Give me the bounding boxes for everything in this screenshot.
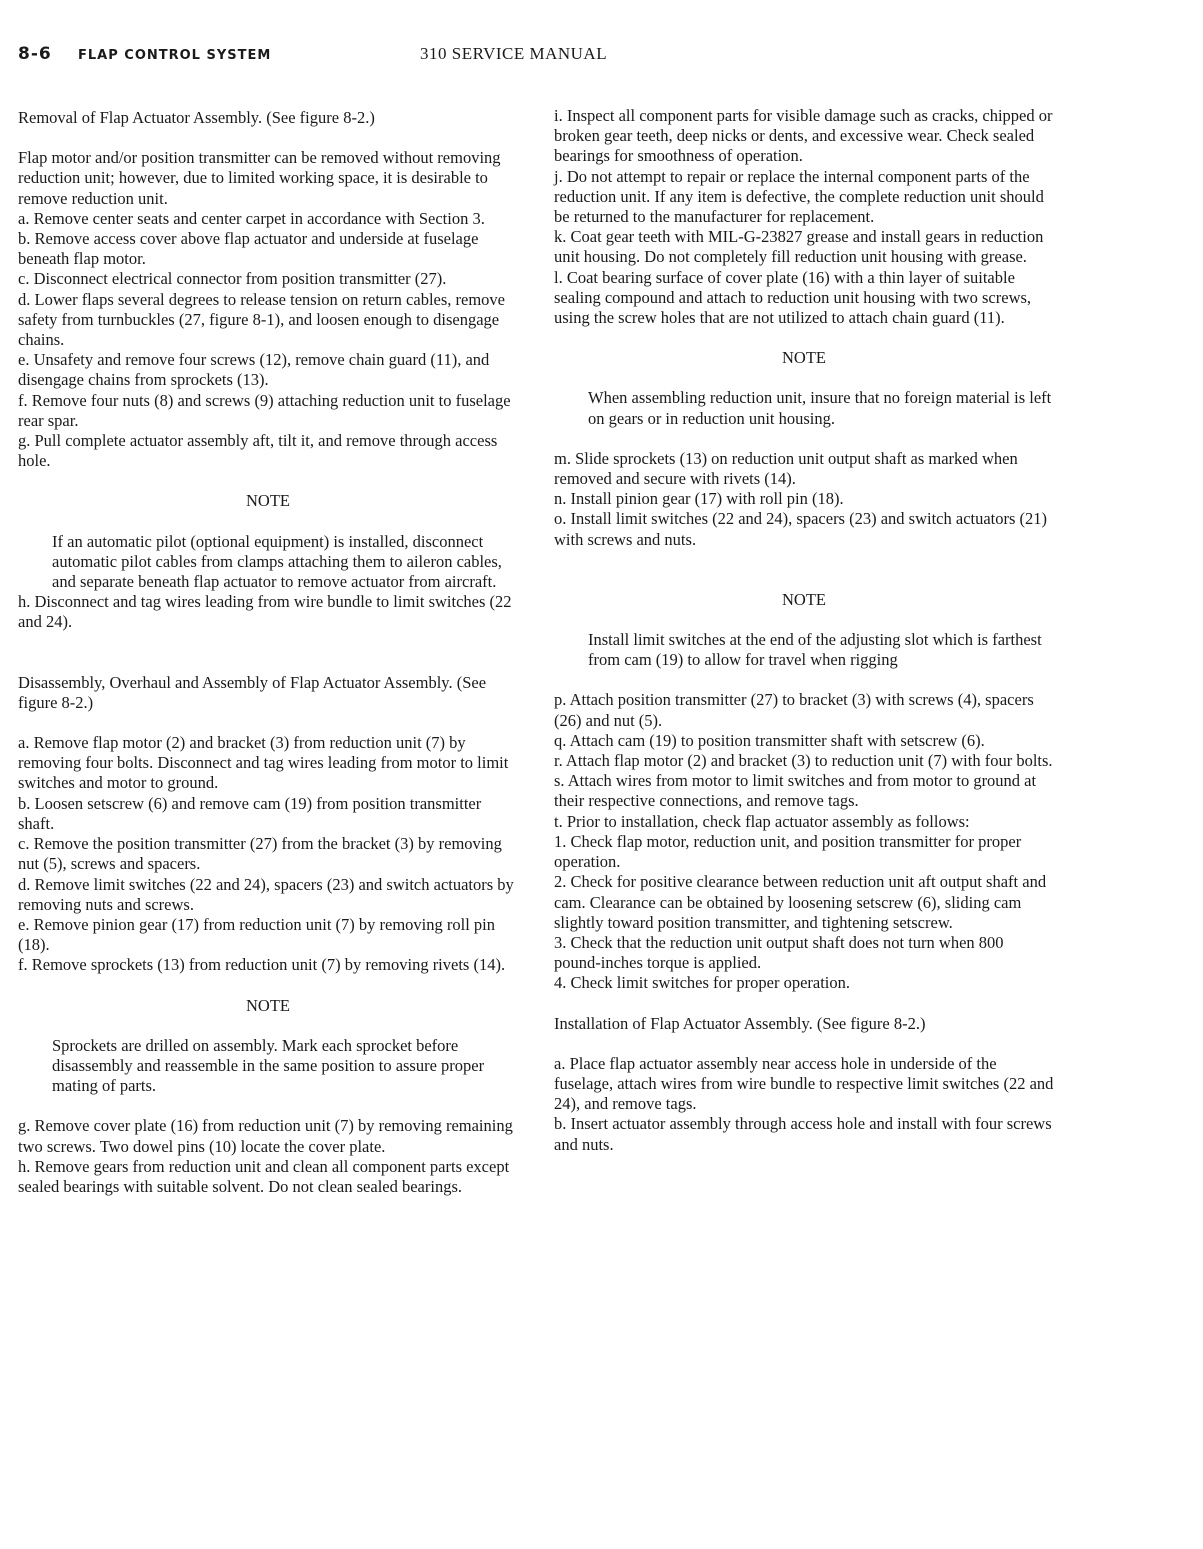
note-title: NOTE [246, 995, 290, 1015]
step-m: m. Slide sprockets (13) on reduction unit output shaft as marked when removed and secure with rivets (14). [554, 448, 1018, 489]
page-number: 8-6 [18, 44, 52, 64]
installation-step-a: a. Place flap actuator assembly near access hole in underside of the fuselage, attach wires from wire bundle to respective limit switches (22 and 24), and remove tags. [554, 1053, 1054, 1114]
installation-step-b: b. Insert actuator assembly through access hole and install with four screws and nuts. [554, 1114, 1052, 1154]
step-o: o. Install limit switches (22 and 24), spacers (23) and switch actuators (21) with screws and nuts. [554, 509, 1048, 549]
disassembly-step-f: f. Remove sprockets (13) from reduction unit (7) by removing rivets (14). [18, 955, 506, 975]
removal-heading: Removal of Flap Actuator Assembly. (See figure 8-2.) [18, 108, 375, 127]
removal-step-e: e. Unsafety and remove four screws (12), remove chain guard (11), and disengage chains from sprockets (13). [18, 350, 490, 390]
note-title: NOTE [782, 589, 826, 609]
section-title: FLAP CONTROL SYSTEM [78, 48, 272, 63]
note-body: Install limit switches at the end of the adjusting slot which is farthest from cam (19) to allow for travel when rigging [588, 630, 1042, 670]
disassembly-step-b: b. Loosen setscrew (6) and remove cam (19) from position transmitter shaft. [18, 793, 482, 833]
note-body: Sprockets are drilled on assembly. Mark each sprocket before disassembly and reassemble in the same position to assure proper mating of parts. [52, 1035, 485, 1096]
step-r: r. Attach flap motor (2) and bracket (3) to reduction unit (7) with four bolts. [554, 751, 1053, 771]
check-step-1: 1. Check flap motor, reduction unit, and position transmitter for proper operation. [554, 831, 1022, 872]
note-title: NOTE [246, 491, 290, 511]
step-t: t. Prior to installation, check flap actuator assembly as follows: [554, 811, 970, 831]
right-column [554, 106, 1054, 1155]
step-i: i. Inspect all component parts for visible damage such as cracks, chipped or broken gear teeth, deep nicks or dents, and excessive wear. Check sealed bearings for smoothness of operation. [554, 106, 1053, 166]
check-step-4: 4. Check limit switches for proper operation. [554, 973, 851, 993]
disassembly-step-e: e. Remove pinion gear (17) from reduction unit (7) by removing roll pin (18). [18, 914, 496, 955]
removal-step-d: d. Lower flaps several degrees to release tension on return cables, remove safety from turnbuckles (27, figure 8-1), and loosen enough to disengage chains. [18, 289, 506, 350]
step-s: s. Attach wires from motor to limit switches and from motor to ground at their respective connections, and remove tags. [554, 771, 1037, 811]
note-title: NOTE [782, 348, 826, 368]
removal-step-f: f. Remove four nuts (8) and screws (9) attaching reduction unit to fuselage rear spar. [18, 390, 511, 430]
step-j: j. Do not attempt to repair or replace the internal component parts of the reduction unit. If any item is defective, the complete reduction unit should be returned to the manufacturer for replacement. [554, 166, 1044, 227]
removal-step-b: b. Remove access cover above flap actuator and underside at fuselage beneath flap motor. [18, 229, 479, 269]
step-k: k. Coat gear teeth with MIL-G-23827 grease and install gears in reduction unit housing. Do not completely fill reduction unit housing with grease. [554, 227, 1044, 267]
step-q: q. Attach cam (19) to position transmitter shaft with setscrew (6). [554, 730, 985, 750]
disassembly-step-c: c. Remove the position transmitter (27) from the bracket (3) by removing nut (5), screws and spacers. [18, 834, 502, 874]
installation-heading: Installation of Flap Actuator Assembly. (See figure 8-2.) [554, 1013, 926, 1033]
removal-intro: Flap motor and/or position transmitter can be removed without removing reduction unit; however, due to limited working space, it is desirable to remove reduction unit. [18, 148, 501, 208]
removal-step-a: a. Remove center seats and center carpet in accordance with Section 3. [18, 208, 485, 228]
manual-title: 310 SERVICE MANUAL [420, 44, 608, 63]
note-body: If an automatic pilot (optional equipment) is installed, disconnect automatic pilot cables from clamps attaching them to aileron cables, and separate beneath flap actuator to remove actuator from aircraft. [52, 531, 502, 592]
disassembly-heading: Disassembly, Overhaul and Assembly of Flap Actuator Assembly. (See figure 8-2.) [18, 672, 487, 712]
step-p: p. Attach position transmitter (27) to bracket (3) with screws (4), spacers (26) and nut (5). [554, 690, 1034, 730]
step-l: l. Coat bearing surface of cover plate (16) with a thin layer of suitable sealing compound and attach to reduction unit housing with two screws, using the screw holes that are not utilized to attach chain guard (11). [554, 267, 1032, 328]
disassembly-step-h: h. Remove gears from reduction unit and clean all component parts except sealed bearings with suitable solvent. Do not clean sealed bearings. [18, 1156, 510, 1196]
removal-step-g: g. Pull complete actuator assembly aft, tilt it, and remove through access hole. [18, 431, 498, 471]
left-column [18, 108, 518, 1197]
check-step-3: 3. Check that the reduction unit output shaft does not turn when 800 pound-inches torque is applied. [554, 932, 1004, 973]
removal-step-c: c. Disconnect electrical connector from position transmitter (27). [18, 269, 447, 289]
step-n: n. Install pinion gear (17) with roll pin (18). [554, 489, 844, 509]
disassembly-step-g: g. Remove cover plate (16) from reduction unit (7) by removing remaining two screws. Two dowel pins (10) locate the cover plate. [18, 1116, 513, 1156]
disassembly-step-d: d. Remove limit switches (22 and 24), spacers (23) and switch actuators by removing nuts and screws. [18, 874, 514, 914]
check-step-2: 2. Check for positive clearance between reduction unit aft output shaft and cam. Clearance can be obtained by loosening setscrew (6), sliding cam slightly toward position transmitter, and tightening setscrew. [554, 872, 1047, 932]
disassembly-step-a: a. Remove flap motor (2) and bracket (3) from reduction unit (7) by removing four bolts. Disconnect and tag wires leading from motor to limit switches and motor to ground. [18, 733, 509, 793]
removal-step-h: h. Disconnect and tag wires leading from wire bundle to limit switches (22 and 24). [18, 592, 512, 632]
note-body: When assembling reduction unit, insure that no foreign material is left on gears or in reduction unit housing. [588, 388, 1052, 428]
